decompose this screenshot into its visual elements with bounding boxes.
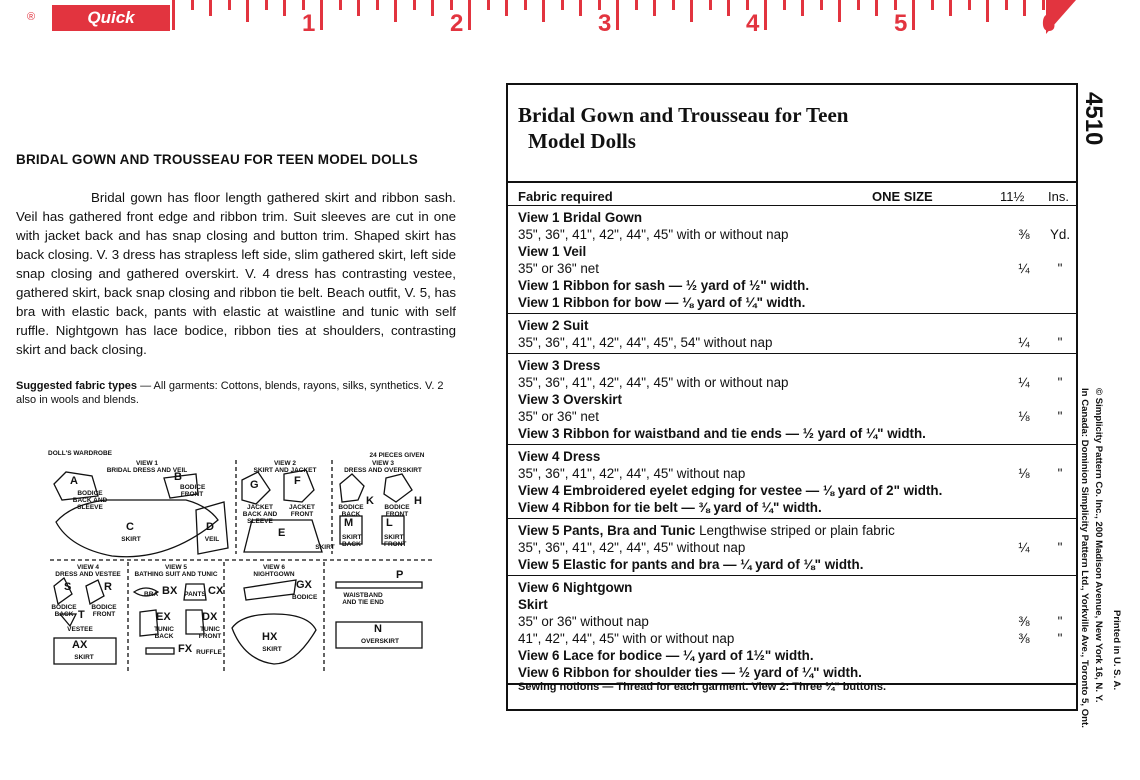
ruler-number: 6 [1042,10,1056,37]
section-rule [508,313,1076,314]
fabric-row-unit: " [1057,540,1063,555]
fabric-row [518,522,1070,539]
fabric-row-heading: View 5 Pants, Bra and Tunic [518,523,696,538]
fabric-row-text [518,556,863,573]
fabric-row-text [518,357,600,374]
piece-gx-name: BODICE [292,594,318,601]
header-top-rule [508,181,1076,183]
view6-label: VIEW 6 [262,564,286,571]
piece-cx-letter: CX [208,585,224,597]
ruler-tick [912,0,915,30]
ruler-tick [265,0,268,10]
fabric-row-text [518,334,772,351]
ruler-tick [1023,0,1026,16]
sewing-notions: Sewing notions — Thread for each garment. View 2: Three ¼" buttons. [518,681,887,693]
ruler-tick [191,0,194,10]
fabric-row-text [518,425,926,442]
ruler-tick [302,0,305,10]
piece-fx-shape [146,648,174,654]
fabric-row [518,630,1070,647]
fabric-row [518,465,1070,482]
piece-n-name: OVERSKIRT [361,638,399,645]
fabric-row-unit: " [1057,631,1063,646]
fabric-row-unit: " [1057,261,1063,276]
piece-l-letter: L [386,517,393,529]
piece-ax-letter: AX [72,639,88,651]
piece-t-name: VESTEE [67,626,93,633]
fabric-row-text [518,277,809,294]
ruler-tick [838,0,841,22]
ruler-tick [727,0,730,16]
piece-g-letter: G [250,479,259,491]
view2-label: VIEW 2 [273,460,297,467]
fabric-row-heading: View 5 Elastic for pants and bra — ¼ yard of ⅛" width. [518,557,864,572]
fabric-row [518,482,1070,499]
piece-h-letter: H [414,495,422,507]
fabric-row [518,374,1070,391]
chart-title-line1: Bridal Gown and Trousseau for Teen [518,103,849,127]
ruler-tick [598,0,601,10]
fabric-row-detail: 35", 36", 41", 42", 44", 45", 54" without nap [518,335,773,350]
view1-name: BRIDAL DRESS AND VEIL [106,467,188,474]
ruler-tick [746,0,749,10]
pieces-note: 24 PIECES GIVEN [369,452,425,459]
view1-label: VIEW 1 [135,460,159,467]
section-rule [508,575,1076,576]
ruler-tick [487,0,490,10]
fabric-row-detail: 41", 42", 44", 45" with or without nap [518,631,735,646]
ruler-number: 1 [302,10,316,37]
wardrobe-label: DOLL'S WARDROBE [48,450,113,457]
piece-b-name: BODICE FRONT [180,484,206,498]
pattern-pieces-diagram [46,444,432,672]
fabric-row-text [518,391,622,408]
fabric-row-unit: " [1057,614,1063,629]
chart-title [518,102,848,154]
fabric-row-heading: View 6 Lace for bodice — ¼ yard of 1½" width. [518,648,814,663]
ruler-tick [616,0,619,30]
fabric-row-detail: 35", 36", 41", 42", 44", 45" with or without nap [518,375,789,390]
piece-cx-name: PANTS [184,591,206,598]
fabric-row [518,209,1070,226]
fabric-row [518,664,1070,681]
suggested-fabrics-text: — All garments: Cottons, blends, rayons, silks, synthetics. V. 2 also in wools and blends. [16,380,444,406]
piece-k-shape [340,474,364,502]
suggested-fabrics [16,379,461,407]
ruler-tick [450,0,453,10]
piece-g-name: JACKET BACK AND SLEEVE [242,504,278,525]
view5-label: VIEW 5 [164,564,188,571]
registered-mark: ® [27,11,36,23]
chart-title-line2: Model Dolls [528,129,636,153]
ruler-tick [857,0,860,10]
piece-r-letter: R [104,581,112,593]
view3-label: VIEW 3 [371,460,395,467]
ruler-tick [783,0,786,10]
fabric-row-heading: View 6 Nightgown [518,580,633,595]
fabric-row-amount: ¼ [1018,540,1030,555]
ruler-tick [653,0,656,16]
ruler-tick [709,0,712,10]
fabric-row-amount: ⅜ [1018,614,1030,629]
ruler-tick [431,0,434,16]
view3-name: DRESS AND OVERSKIRT [344,467,422,474]
fabric-row-text [518,294,805,311]
piece-h-name: BODICE FRONT [384,504,410,518]
piece-ax-name: SKIRT [74,654,94,661]
ruler-tick [672,0,675,10]
piece-ex-name: TUNIC BACK [154,626,174,640]
fabric-row-detail: 35" or 36" net [518,261,599,276]
fabric-row-detail: Lengthwise striped or plain fabric [695,523,895,538]
piece-n-letter: N [374,623,382,635]
piece-s-name: BODICE BACK [51,604,77,618]
ruler-tick [968,0,971,10]
ruler-tick [635,0,638,10]
size-value: 11½ [1000,189,1025,204]
fabric-row-text [518,448,600,465]
section-rule [508,353,1076,354]
fabric-row-text [518,539,745,556]
piece-bx-name: BRA [144,591,159,598]
fabric-row-text [518,482,942,499]
piece-dx-name: TUNIC FRONT [198,626,222,640]
piece-a-letter: A [70,475,78,487]
fabric-row-text [518,596,548,613]
ruler-tick [820,0,823,10]
ruler-tick [394,0,397,22]
ruler-tick [931,0,934,10]
fabric-row [518,294,1070,311]
fabric-row-heading: View 3 Ribbon for waistband and tie ends — ½ yard of ¼" width. [518,426,926,441]
fabric-row-text [518,260,599,277]
fabric-row [518,243,1070,260]
ruler-tick [875,0,878,16]
fabric-requirements-box [506,83,1078,711]
fabric-row-amount: ¼ [1018,375,1030,390]
fabric-row [518,539,1070,556]
piece-r-name: BODICE FRONT [91,604,117,618]
piece-t-letter: T [78,609,85,621]
ruler-tick [524,0,527,10]
piece-fx-letter: FX [178,643,193,655]
view5-name: BATHING SUIT AND TUNIC [134,571,218,578]
fabric-row-heading: View 1 Ribbon for sash — ½ yard of ½" width. [518,278,810,293]
fabric-row-heading: View 1 Ribbon for bow — ⅛ yard of ¼" width. [518,295,806,310]
ruler-number: 4 [746,10,760,37]
fabric-row [518,647,1070,664]
ruler-tick [1042,0,1045,10]
piece-f-letter: F [294,475,301,487]
piece-c-letter: C [126,521,134,533]
view4-label: VIEW 4 [76,564,100,571]
section-rule [508,518,1076,519]
ruler-tick [690,0,693,22]
piece-p-letter: P [396,569,404,581]
fabric-row-unit: Yd. [1050,227,1071,242]
fabric-row-heading: View 4 Dress [518,449,601,464]
piece-s-letter: S [64,581,72,593]
piece-gx-shape [244,580,296,600]
description-body: Bridal gown has floor length gathered skirt and ribbon sash. Veil has gathered front edge and ribbon trim. Suit sleeves are cut in one with jacket back and has snap closing and button trim. Shaped skirt has back closing. V. 3 dress has strapless left side, slim gathered skirt, left side snap closing and gathered overskirt. V. 4 dress has contrasting vestee, gathered skirt, back snap closing and ribbon tie belt. Beach outfit, V. 5, has bra with elastic back, pants with elastic at waistline and tunic with self ruffle. Nightgown has lace bodice, ribbon ties at shoulders, contrasting skirt and back closing. [16,190,456,357]
piece-ex-letter: EX [156,611,171,623]
fabric-row-text [518,408,599,425]
fabric-row-text [518,579,632,596]
piece-dx-letter: DX [202,611,218,623]
fabric-row [518,613,1070,630]
fabric-row-unit: " [1057,375,1063,390]
ruler-tick [468,0,471,30]
fabric-row-text [518,499,822,516]
piece-e-letter: E [278,527,286,539]
fabric-row [518,277,1070,294]
fabric-row-detail: 35", 36", 41", 42", 44", 45" without nap [518,540,746,555]
piece-r-shape [86,580,104,604]
fabric-row-text [518,243,586,260]
fabric-row-text [518,209,642,226]
ruler-tick [320,0,323,30]
piece-k-letter: K [366,495,374,507]
fabric-row-heading: View 6 Ribbon for shoulder ties — ½ yard of ¼" width. [518,665,862,680]
ruler-tick [986,0,989,22]
fabric-row-amount: ¼ [1018,261,1030,276]
ruler-tick [376,0,379,10]
ruler-tick [542,0,545,22]
ruler-number: 2 [450,10,464,37]
fabric-row [518,317,1070,334]
copyright-line-1: © Simplicity Pattern Co. Inc., 200 Madison Avenue, New York 16, N. Y. [1093,388,1104,703]
fabric-row-heading: View 4 Embroidered eyelet edging for vestee — ⅛ yard of 2" width. [518,483,943,498]
fabric-row [518,391,1070,408]
fabric-row-amount: ⅜ [1018,631,1030,646]
ruler-tick [561,0,564,10]
piece-h-shape [384,474,412,502]
piece-b-letter: B [174,471,182,483]
fabric-row [518,334,1070,351]
fabric-row [518,260,1070,277]
view4-name: DRESS AND VESTEE [55,571,121,578]
piece-l-name: SKIRT FRONT [384,534,407,548]
fabric-row-detail: 35", 36", 41", 42", 44", 45" without nap [518,466,746,481]
fabric-row-text [518,647,814,664]
piece-hx-letter: HX [262,631,278,643]
ruler-tick [228,0,231,10]
copyright-line-2: In Canada: Dominion Simplicity Pattern Ltd., Yorkville Ave., Toronto 5, Ont. [1079,388,1090,728]
fabric-row-detail: 35", 36", 41", 42", 44", 45" with or without nap [518,227,789,242]
description-title: BRIDAL GOWN AND TROUSSEAU FOR TEEN MODEL DOLLS [16,152,418,167]
pattern-number [1081,92,1107,162]
fabric-row-unit: " [1057,466,1063,481]
ruler-end-arrow-icon [1046,0,1076,34]
unit-label: Ins. [1048,189,1069,204]
fabric-row-text [518,226,788,243]
ruler-tick [894,0,897,10]
piece-f-name: JACKET FRONT [288,504,315,518]
piece-k-name: BODICE BACK [338,504,364,518]
ruler-tick [801,0,804,16]
fabric-row-text [518,374,788,391]
fabric-row-unit: " [1057,409,1063,424]
fabric-row [518,357,1070,374]
ruler-tick [579,0,582,16]
ruler-tick [283,0,286,16]
ruler-tick [172,0,175,30]
one-size-label: ONE SIZE [872,189,933,204]
piece-d-letter: D [206,521,214,533]
piece-gx-letter: GX [296,579,312,591]
fabric-row [518,596,1070,613]
piece-p-shape [336,582,422,588]
fabric-row-text [518,664,862,681]
piece-c-name: SKIRT [121,536,141,543]
fabric-row-text [518,465,745,482]
fabric-row [518,408,1070,425]
fabric-row [518,556,1070,573]
piece-p-name: WAISTBAND AND TIE END [342,592,384,606]
ruler-tick [505,0,508,16]
fabric-row-amount: ¼ [1018,335,1030,350]
view6-name: NIGHTGOWN [253,571,295,578]
fabric-row-heading: View 1 Veil [518,244,587,259]
fabric-row [518,448,1070,465]
piece-m-name: SKIRT BACK [342,534,362,548]
fabric-row-text [518,613,649,630]
fabric-row-detail: 35" or 36" net [518,409,599,424]
fabric-row [518,425,1070,442]
fabric-row-heading: View 3 Overskirt [518,392,622,407]
fabric-row [518,499,1070,516]
fabric-row-amount: ⅛ [1018,466,1030,481]
fabric-row-heading: View 1 Bridal Gown [518,210,643,225]
fabric-row-detail: 35" or 36" without nap [518,614,649,629]
fabric-row-text [518,522,895,539]
fabric-row-text [518,317,588,334]
piece-hx-name: SKIRT [262,646,282,653]
quick-measure-label: Quick Measure [52,5,170,31]
fabric-required-label: Fabric required [518,189,613,204]
section-rule [508,444,1076,445]
piece-d-name: VEIL [204,536,220,543]
fabric-row-heading: View 2 Suit [518,318,589,333]
ruler-tick [764,0,767,30]
ruler-tick [1005,0,1008,10]
header-bottom-rule [508,205,1076,206]
fabric-row-heading: Skirt [518,597,548,612]
suggested-fabrics-label: Suggested fabric types [16,380,138,392]
fabric-row [518,226,1070,243]
printed-in: Printed in U. S. A. [1111,610,1122,691]
ruler-tick [209,0,212,16]
ruler-number: 5 [894,10,908,37]
ruler-tick [339,0,342,10]
ruler-number: 3 [598,10,612,37]
fabric-row-heading: View 4 Ribbon for tie belt — ⅜ yard of ¼" width. [518,500,822,515]
fabric-row-unit: " [1057,335,1063,350]
measuring-ruler [0,0,1140,53]
view2-name: SKIRT AND JACKET [253,467,317,474]
piece-bx-letter: BX [162,585,178,597]
fabric-row-amount: ⅛ [1018,409,1030,424]
fabric-row-amount: ⅜ [1018,227,1030,242]
pattern-number-text: 4510 [1080,92,1107,146]
piece-e-name: SKIRT [315,544,335,551]
ruler-tick [357,0,360,16]
ruler-tick [413,0,416,10]
piece-fx-name: RUFFLE [196,649,222,656]
ruler-tick [246,0,249,22]
piece-a-name: BODICE BACK AND SLEEVE [72,490,108,511]
piece-m-letter: M [344,517,354,529]
fabric-row-text [518,630,734,647]
fabric-row [518,579,1070,596]
ruler-tick [949,0,952,16]
fabric-row-heading: View 3 Dress [518,358,601,373]
